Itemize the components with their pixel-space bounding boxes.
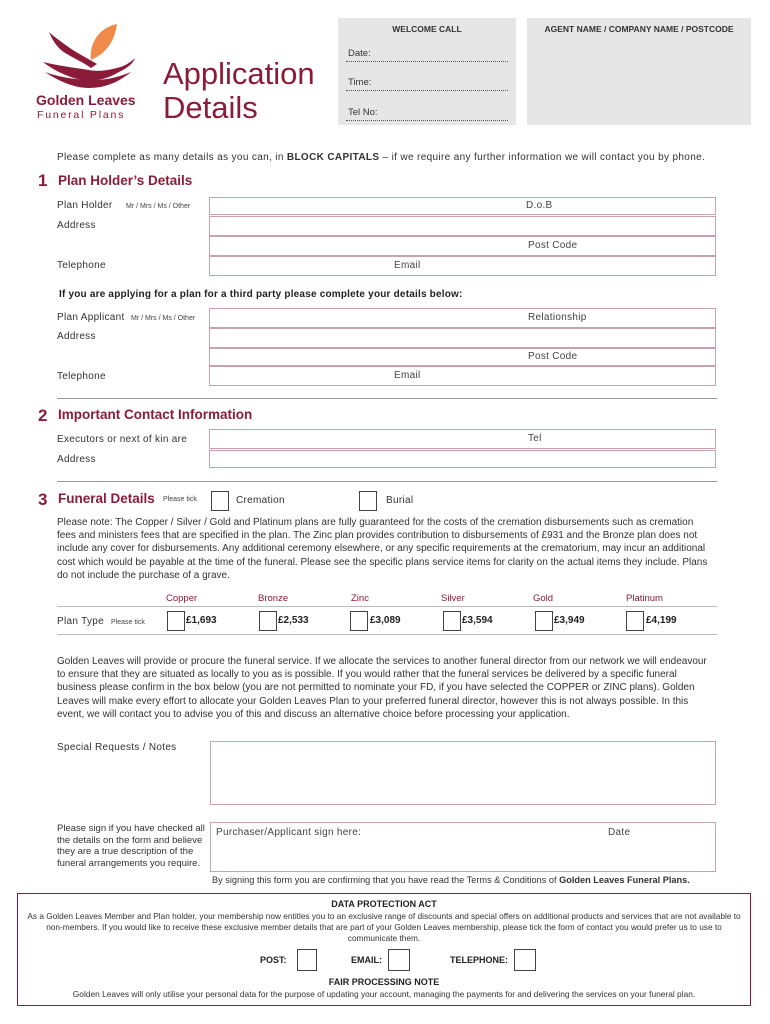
time-line[interactable] [346, 90, 508, 91]
dpa-post-label: POST: [260, 955, 287, 965]
applicant-postcode-field[interactable] [209, 348, 716, 366]
cremation-label: Cremation [236, 495, 285, 506]
executors-address-label: Address [57, 454, 96, 465]
section2-number: 2 [38, 406, 48, 425]
plan-type-label: Plan Type [57, 616, 104, 627]
telephone-label: Telephone [57, 260, 106, 271]
fair-processing-text: Golden Leaves will only utilise your personal data for the purpose of updating your account, managing the payments for and delivering the services on your funeral plan. [72, 989, 696, 999]
plan-silver-price: £3,594 [462, 615, 493, 626]
plan-labels-row [0, 593, 770, 607]
plan-platinum-checkbox[interactable] [626, 611, 644, 631]
plans-note: Please note: The Copper / Silver / Gold and Platinum plans are fully guaranteed for the costs of the cremation disbursements such as cremation fees and ministers fees that are specified in the plan. The Zinc plan provides contribution to disbursements of £931 and the Bronze plan does not include any cover for disbursements. Any additional ceremony elsewhere, or any specific requirements at the crematorium, may incur an additional cost which would be payable at the time of the funeral. Please see the specific plans service items for clarity on the actual items they include. Plans do not include the purchase of a grave. [57, 517, 708, 581]
executors-address-field[interactable] [209, 450, 716, 468]
agent-box[interactable] [527, 18, 751, 125]
dpa-title: DATA PROTECTION ACT [331, 899, 437, 909]
plan-copper-price: £1,693 [186, 615, 217, 626]
funeral-please-tick: Please tick [163, 496, 197, 503]
burial-checkbox[interactable] [359, 491, 377, 511]
plan-applicant-titles-hint: Mr / Mrs / Ms / Other [131, 315, 196, 322]
plan-zinc-checkbox[interactable] [350, 611, 368, 631]
brand-name-line1: Golden Leaves [36, 92, 136, 108]
plan-gold-price: £3,949 [554, 615, 585, 626]
special-requests-field[interactable] [210, 741, 716, 805]
plan-zinc-label: Zinc [351, 593, 369, 604]
plan-bronze-price: £2,533 [278, 615, 309, 626]
plan-applicant-name-field[interactable] [209, 308, 716, 328]
section2-title: Important Contact Information [58, 407, 253, 422]
plan-platinum-label: Platinum [626, 593, 663, 604]
page-title-line1: Application [163, 56, 315, 91]
plan-bronze-label: Bronze [258, 593, 289, 604]
applicant-postcode-label: Post Code [528, 351, 578, 362]
plan-holder-name-field[interactable] [209, 197, 716, 215]
sign-here-label: Purchaser/Applicant sign here: [216, 827, 362, 838]
plan-row-top-line [57, 606, 717, 607]
applicant-telephone-email-field[interactable] [209, 366, 716, 386]
address-label: Address [57, 220, 96, 231]
plan-copper-label: Copper [166, 593, 198, 604]
relationship-label: Relationship [528, 312, 587, 323]
applicant-email-label: Email [394, 370, 421, 381]
section3-title: Funeral Details [58, 491, 155, 506]
telephone-email-field[interactable] [209, 256, 716, 276]
welcome-call-label: WELCOME CALL [392, 24, 462, 34]
intro-text: Please complete as many details as you can, in BLOCK CAPITALS – if we require any further information we will contact you by phone. [57, 152, 706, 163]
plan-bronze-checkbox[interactable] [259, 611, 277, 631]
welcome-call-box [338, 18, 516, 125]
executors-field[interactable] [209, 429, 716, 449]
section1-number: 1 [38, 171, 48, 190]
sign-instruction: Please sign if you have checked all the details on the form and believe they are a true description of the funeral arrangements you require. [57, 823, 205, 869]
plan-gold-checkbox[interactable] [535, 611, 553, 631]
plan-silver-checkbox[interactable] [443, 611, 461, 631]
tel-line[interactable] [346, 120, 508, 121]
date-line[interactable] [346, 61, 508, 62]
divider-2 [57, 481, 717, 482]
time-label: Time: [348, 77, 372, 88]
agent-box-label: AGENT NAME / COMPANY NAME / POSTCODE [544, 24, 734, 34]
plan-gold-label: Gold [533, 593, 554, 604]
plan-platinum-price: £4,199 [646, 615, 677, 626]
postcode-field[interactable] [209, 236, 716, 256]
plan-applicant-label: Plan Applicant [57, 312, 125, 323]
plan-zinc-price: £3,089 [370, 615, 401, 626]
service-text: Golden Leaves will provide or procure the funeral service. If we allocate the services to another funeral director from our network we will endeavour to ensure that they are situated as locally to you as is possible. If you would rather that the funeral services be delivered by a specific funeral business please confirm in the box below (you are not permitted to nominate your FD, if you have selected the COPPER or ZINC plans). Golden Leaves will make every effort to allocate your Golden Leaves Plan to your preferred funeral director, however this is not always possible. In this event, we will contact you to advise you of this and discuss an alternative choice before processing your application. [57, 656, 707, 720]
dpa-email-checkbox[interactable] [388, 949, 410, 971]
golden-leaves-logo [36, 18, 146, 122]
dob-label: D.o.B [526, 200, 553, 211]
third-party-heading: If you are applying for a plan for a third party please complete your details below: [59, 289, 463, 300]
fair-processing-title: FAIR PROCESSING NOTE [328, 977, 440, 987]
address-field[interactable] [209, 216, 716, 236]
tel-label: Tel No: [348, 107, 378, 118]
applicant-address-field[interactable] [209, 328, 716, 348]
section1-title: Plan Holder’s Details [58, 173, 193, 188]
sign-date-label: Date [608, 827, 631, 838]
dpa-text: As a Golden Leaves Member and Plan holder, your membership now entitles you to an exclusive range of discounts and special offers on additional products and services that are not available to non-members. If you would like to receive these exclusive member details that are part of your Golden Leaves membership, please tick the form of contact you would prefer us to use to communicate them. [27, 911, 741, 944]
plan-holder-titles-hint: Mr / Mrs / Ms / Other [126, 203, 191, 210]
plan-row-bottom-line [57, 634, 717, 635]
hands-leaf-icon [39, 18, 139, 94]
applicant-telephone-label: Telephone [57, 371, 106, 382]
dpa-post-checkbox[interactable] [297, 949, 317, 971]
dpa-telephone-checkbox[interactable] [514, 949, 536, 971]
divider-1 [57, 398, 717, 399]
email-label: Email [394, 260, 421, 271]
page-title-line2: Details [163, 90, 258, 125]
applicant-address-label: Address [57, 331, 96, 342]
signature-field[interactable] [210, 822, 716, 872]
plan-type-please-tick: Please tick [111, 619, 145, 626]
terms-confirmation: By signing this form you are confirming that you have read the Terms & Conditions of Golden Leaves Funeral Plans. [212, 875, 690, 885]
date-label: Date: [348, 48, 371, 59]
plan-copper-checkbox[interactable] [167, 611, 185, 631]
plan-silver-label: Silver [441, 593, 465, 604]
cremation-checkbox[interactable] [211, 491, 229, 511]
dpa-telephone-label: TELEPHONE: [450, 955, 509, 965]
special-requests-label: Special Requests / Notes [57, 742, 177, 753]
executors-tel-label: Tel [528, 433, 542, 444]
dpa-email-label: EMAIL: [351, 955, 382, 965]
section3-number: 3 [38, 490, 48, 509]
postcode-label: Post Code [528, 240, 578, 251]
brand-name-line2: Funeral Plans [37, 109, 126, 121]
plan-holder-label: Plan Holder [57, 200, 113, 211]
executors-label: Executors or next of kin are [57, 434, 188, 445]
burial-label: Burial [386, 495, 414, 506]
data-protection-box [17, 893, 751, 1006]
